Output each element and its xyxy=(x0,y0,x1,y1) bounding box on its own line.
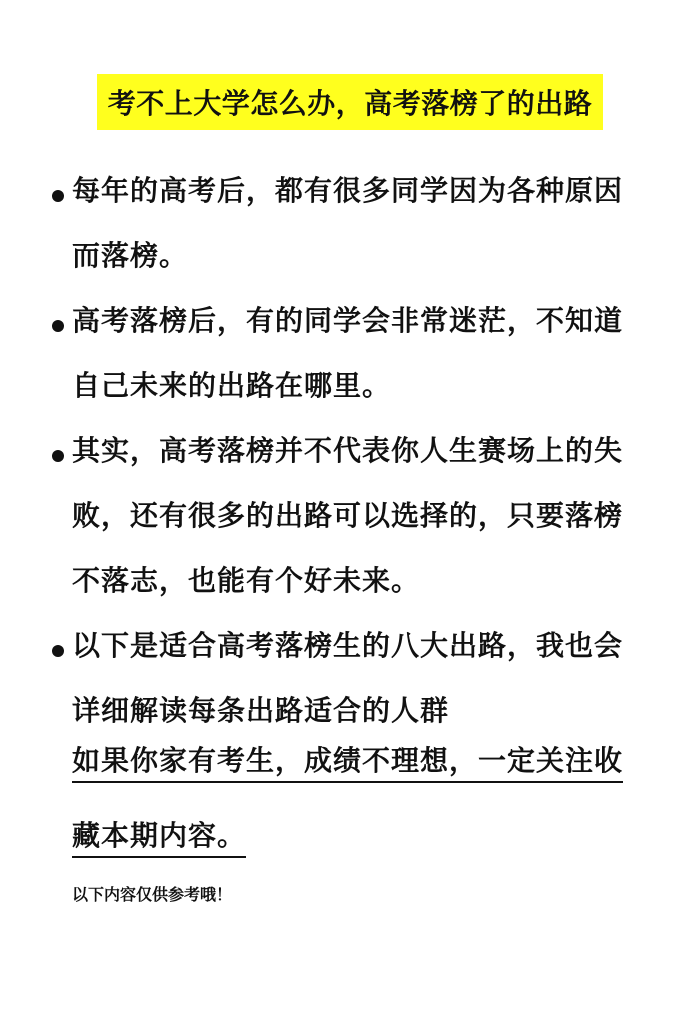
bullet-line: 不落志，也能有个好未来。 xyxy=(72,564,421,597)
bullet-item-3 xyxy=(52,418,652,613)
page-title: 考不上大学怎么办，高考落榜了的出路 xyxy=(107,87,593,120)
bullet-dot-icon xyxy=(52,320,64,332)
bullet-dot-icon xyxy=(52,450,64,462)
bullet-line: 以下是适合高考落榜生的八大出路，我也会 xyxy=(72,629,624,662)
bullet-line: 每年的高考后，都有很多同学因为各种原因 xyxy=(72,174,624,207)
bullet-line: 自己未来的出路在哪里。 xyxy=(72,369,392,402)
bullet-dot-icon xyxy=(52,190,64,202)
footnote: 以下内容仅供参考哦！ xyxy=(72,885,233,904)
bullet-line: 高考落榜后，有的同学会非常迷茫，不知道 xyxy=(72,304,624,337)
bullet-item-4 xyxy=(52,613,652,743)
underlined-callout xyxy=(72,730,652,880)
bullet-line: 败，还有很多的出路可以选择的，只要落榜 xyxy=(72,499,624,532)
bullet-line: 而落榜。 xyxy=(72,239,189,272)
bullet-dot-icon xyxy=(52,645,64,657)
callout-line: 如果你家有考生，成绩不理想，一定关注收 xyxy=(72,741,623,783)
bullet-line: 其实，高考落榜并不代表你人生赛场上的失 xyxy=(72,434,624,467)
callout-line: 藏本期内容。 xyxy=(72,816,246,858)
bullet-item-2 xyxy=(52,288,652,418)
bullet-line: 详细解读每条出路适合的人群 xyxy=(72,694,450,727)
bullet-list xyxy=(52,158,652,743)
bullet-item-1 xyxy=(52,158,652,288)
title-banner xyxy=(97,74,603,130)
